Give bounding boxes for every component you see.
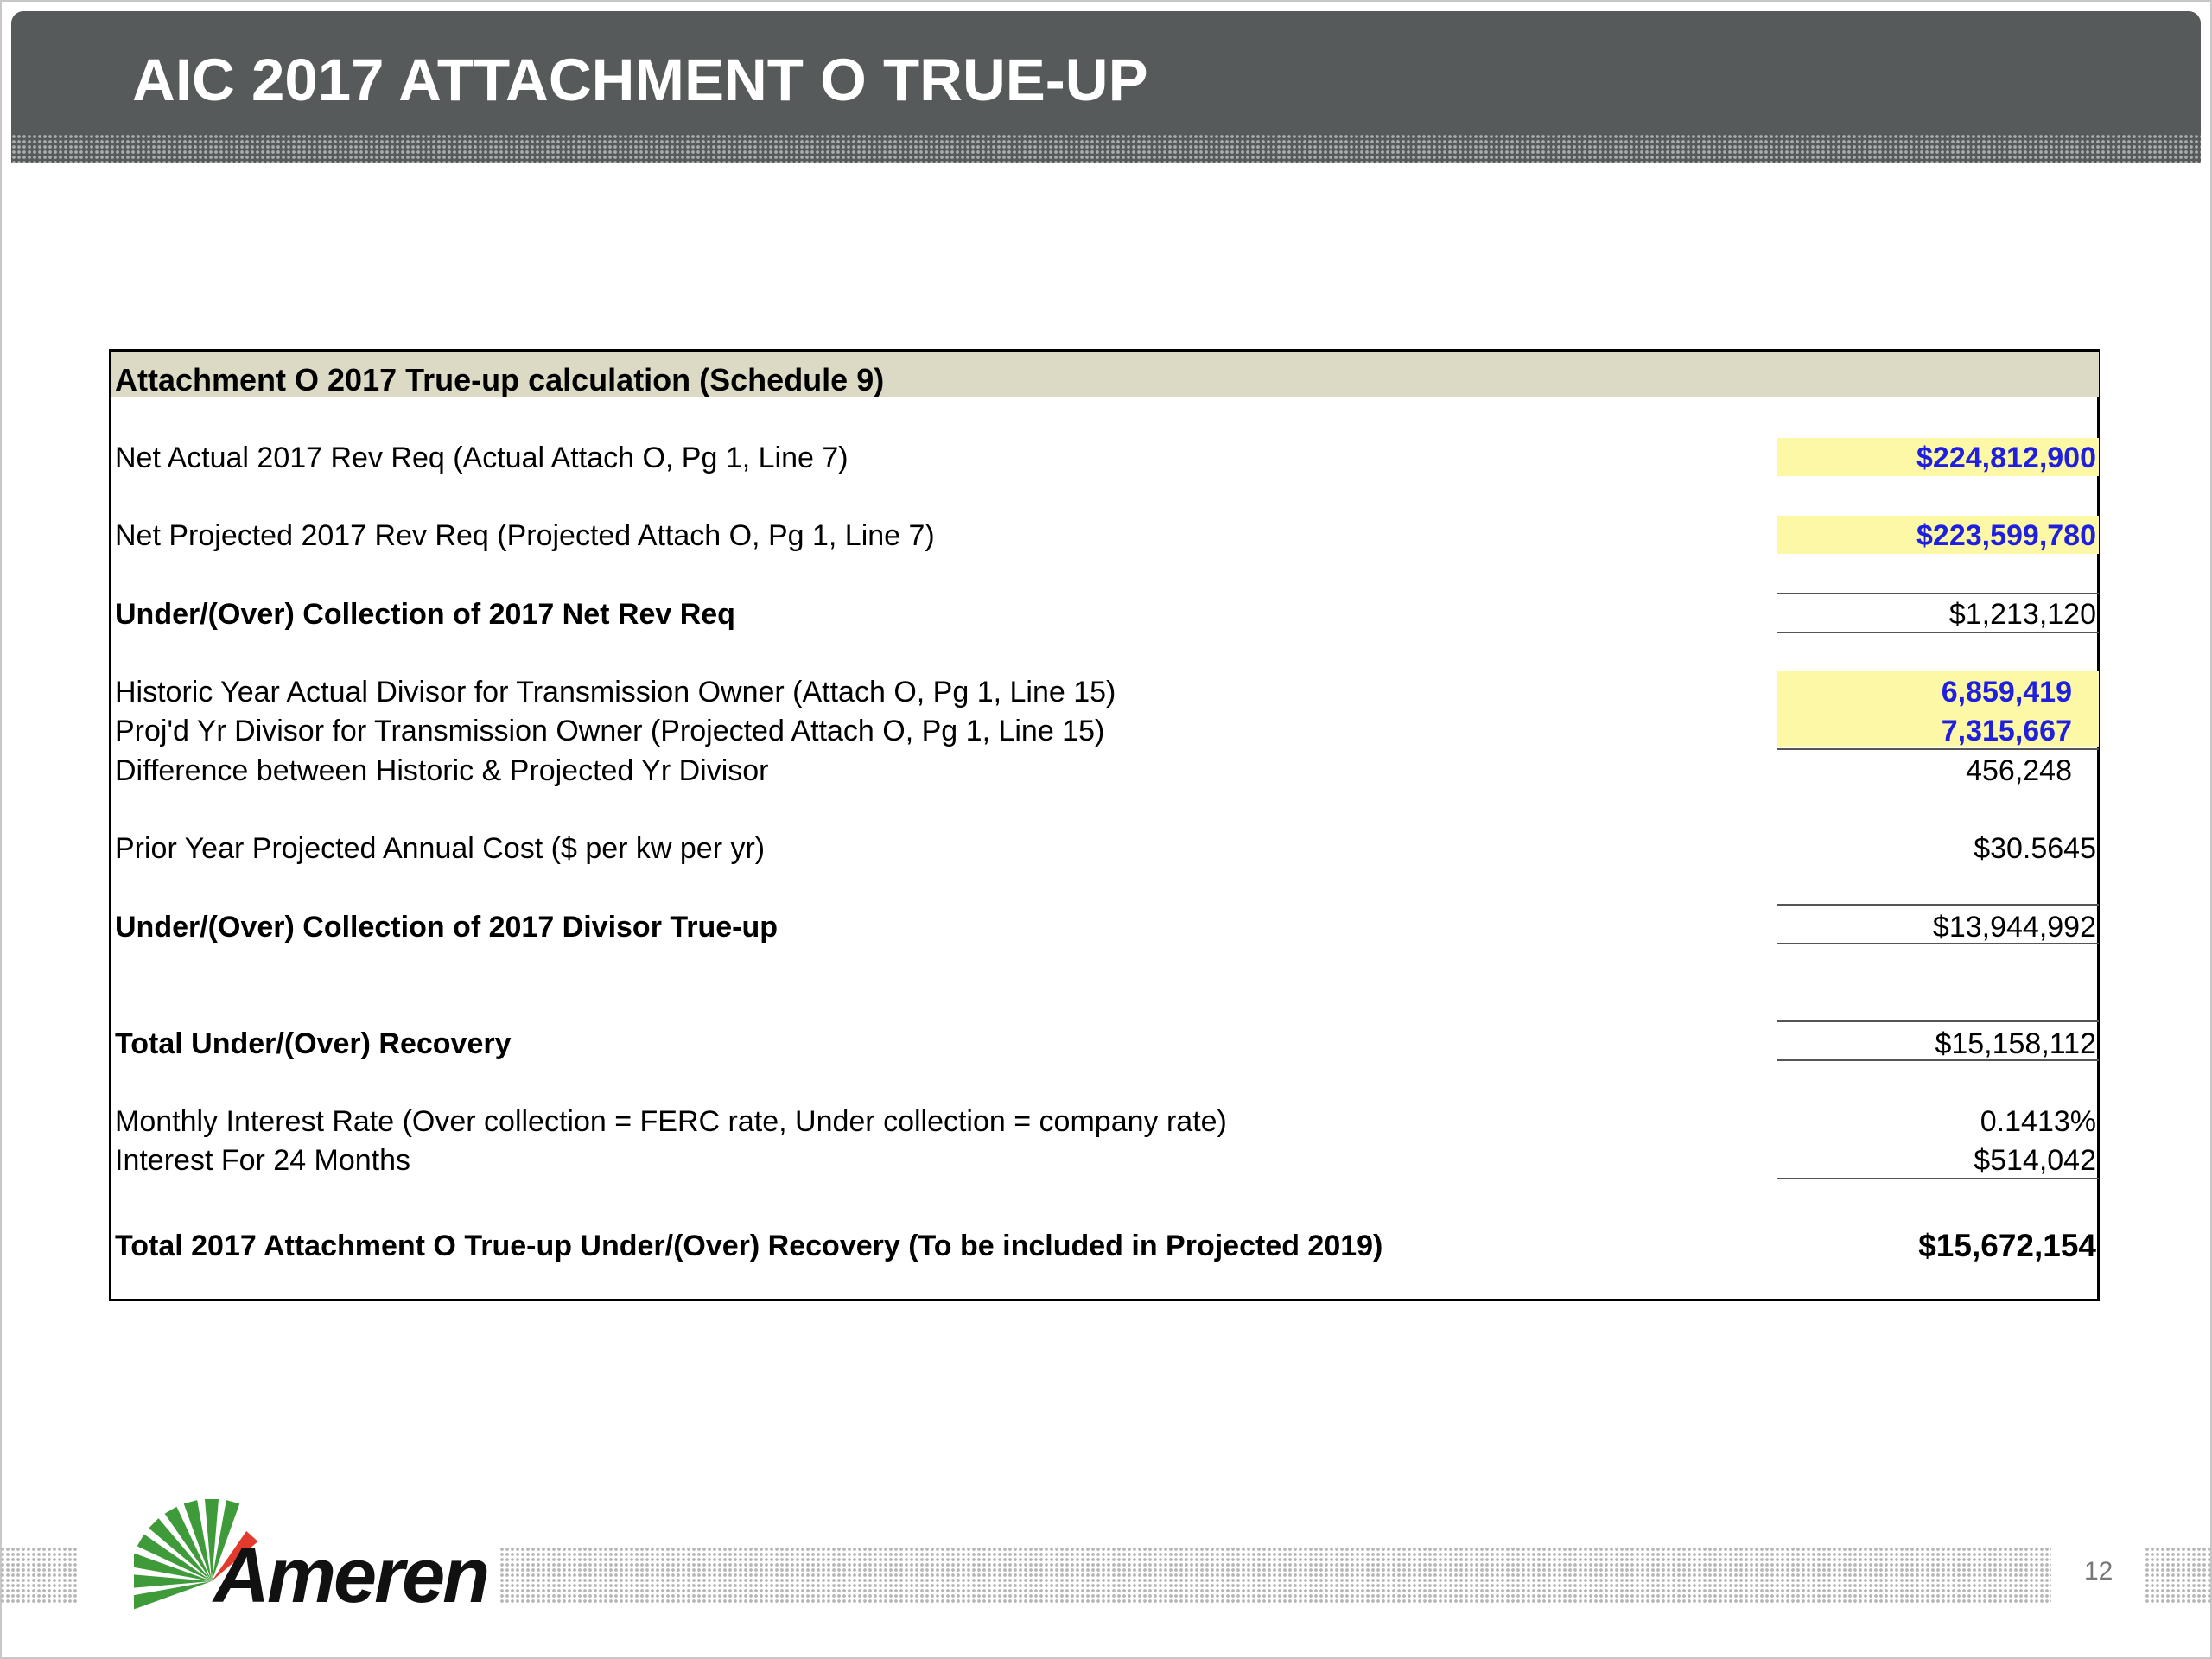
footer-dot-pattern-middle — [499, 1547, 2051, 1605]
page-number: 12 — [2084, 1557, 2113, 1586]
row-value-net-actual-rev-req: $224,812,900 — [1916, 442, 2096, 474]
slide-title: AIC 2017 ATTACHMENT O TRUE-UP — [132, 47, 1148, 113]
row-label-net-rev-req-collection: Under/(Over) Collection of 2017 Net Rev Req — [115, 598, 735, 631]
slide-header — [11, 11, 2201, 163]
row-value-net-projected-rev-req: $223,599,780 — [1916, 519, 2096, 552]
row-label-historic-divisor: Historic Year Actual Divisor for Transmission Owner (Attach O, Pg 1, Line 15) — [115, 676, 1116, 709]
rule-above-net-rev-req — [1777, 593, 2099, 594]
row-value-divisor-difference: 456,248 — [1966, 754, 2072, 787]
ameren-logo — [134, 1482, 488, 1619]
footer-dot-pattern-right — [2145, 1547, 2212, 1605]
footer-dot-pattern-left — [0, 1547, 79, 1605]
row-value-prior-year-cost: $30.5645 — [1974, 832, 2096, 865]
row-label-net-actual-rev-req: Net Actual 2017 Rev Req (Actual Attach O, Pg 1, Line 7) — [115, 442, 849, 474]
ameren-wordmark: Ameren — [213, 1533, 488, 1619]
row-value-total-recovery: $15,158,112 — [1935, 1027, 2096, 1060]
header-dot-pattern — [11, 134, 2201, 163]
row-label-monthly-interest-rate: Monthly Interest Rate (Over collection = FERC rate, Under collection = company rate) — [115, 1105, 1227, 1138]
row-value-interest-24-months: $514,042 — [1974, 1144, 2096, 1177]
row-label-divisor-difference: Difference between Historic & Projected Yr Divisor — [115, 754, 769, 787]
row-value-net-rev-req-collection: $1,213,120 — [1948, 598, 2096, 631]
row-label-projected-divisor: Proj'd Yr Divisor for Transmission Owner (Projected Attach O, Pg 1, Line 15) — [115, 715, 1105, 747]
row-value-monthly-interest-rate: 0.1413% — [1980, 1105, 2096, 1138]
row-label-net-projected-rev-req: Net Projected 2017 Rev Req (Projected Attach O, Pg 1, Line 7) — [115, 519, 935, 552]
rule-above-divisor-true-up — [1777, 904, 2099, 906]
table-heading: Attachment O 2017 True-up calculation (Schedule 9) — [115, 362, 885, 397]
rule-below-interest — [1777, 1178, 2099, 1179]
row-value-projected-divisor: 7,315,667 — [1941, 715, 2072, 747]
row-label-interest-24-months: Interest For 24 Months — [115, 1144, 411, 1177]
row-value-total-true-up-recovery: $15,672,154 — [1918, 1228, 2096, 1263]
rule-below-divisors — [1777, 748, 2099, 750]
rule-above-total-recovery — [1777, 1020, 2099, 1022]
rule-below-net-rev-req — [1777, 632, 2099, 633]
true-up-calculation-table — [109, 349, 2100, 1301]
row-label-prior-year-cost: Prior Year Projected Annual Cost ($ per kw per yr) — [115, 832, 766, 865]
table-heading-band — [111, 352, 2099, 397]
row-label-divisor-true-up: Under/(Over) Collection of 2017 Divisor True-up — [115, 911, 779, 944]
row-value-divisor-true-up: $13,944,992 — [1932, 911, 2096, 944]
row-value-historic-divisor: 6,859,419 — [1941, 676, 2072, 709]
row-label-total-recovery: Total Under/(Over) Recovery — [115, 1027, 512, 1060]
row-label-total-true-up-recovery: Total 2017 Attachment O True-up Under/(Over) Recovery (To be included in Projected 2019) — [115, 1230, 1383, 1262]
